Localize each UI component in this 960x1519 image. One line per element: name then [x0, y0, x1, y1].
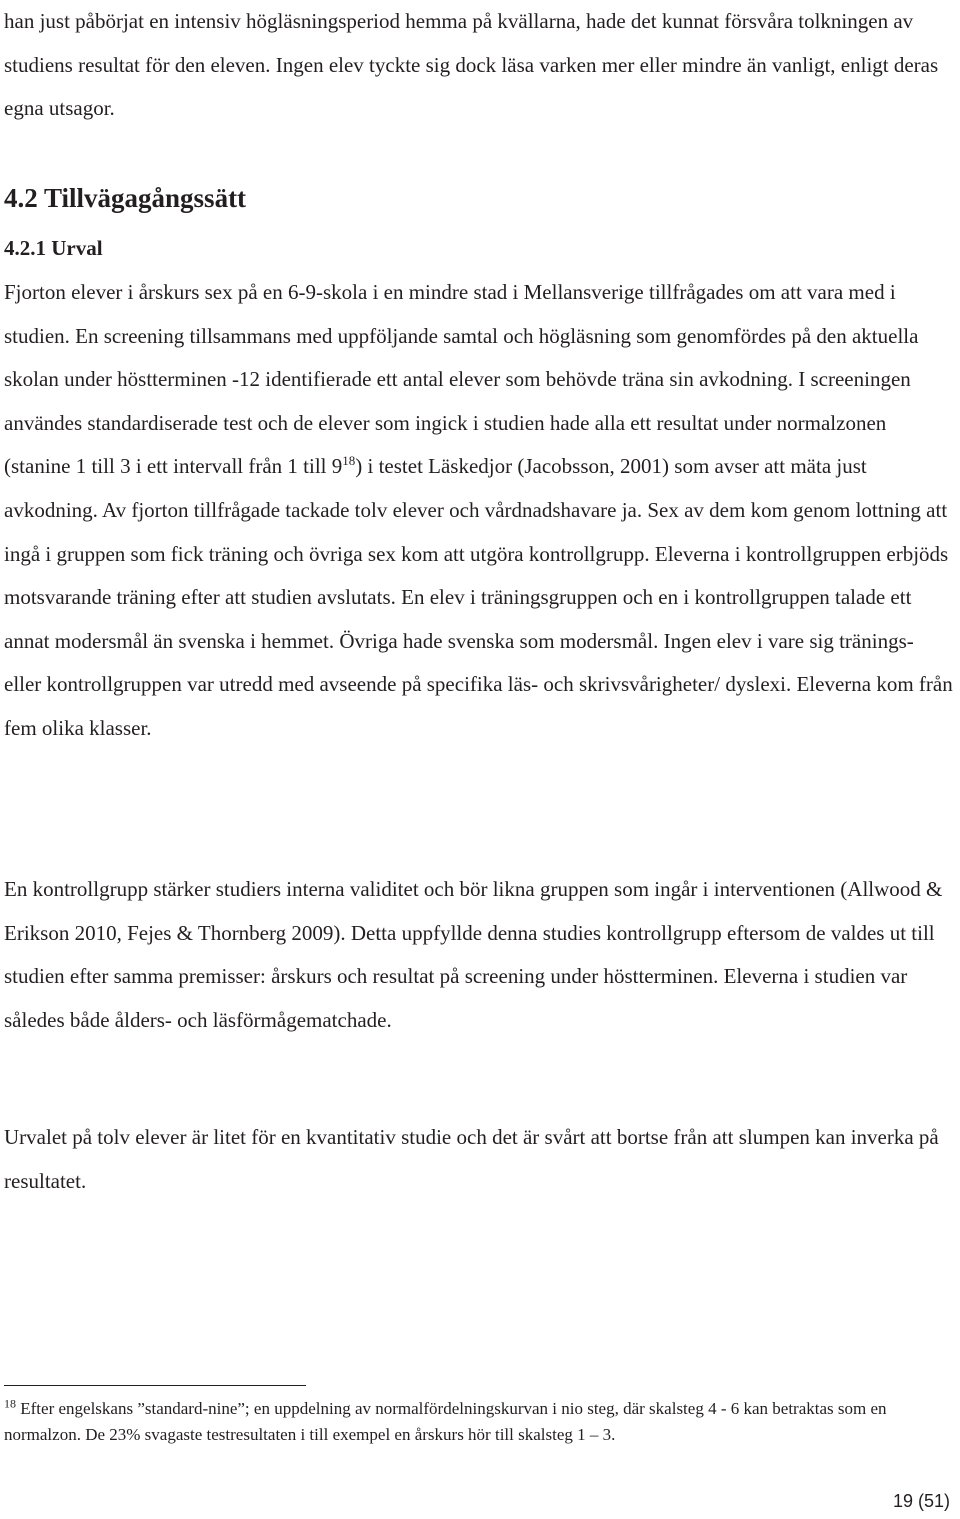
- limitation-paragraph: Urvalet på tolv elever är litet för en kvantitativ studie och det är svårt att bortse från att slumpen kan inverka på resultatet.: [4, 1125, 939, 1193]
- footnote-reference[interactable]: 18: [342, 453, 356, 469]
- footnote-text: Efter engelskans ”standard-nine”; en uppdelning av normalfördelningskurvan i nio steg, där skalsteg 4 - 6 kan betraktas som en normalzon. De 23% svagaste testresultaten i till exempel en årskurs hör till skalsteg 1 – 3.: [4, 1399, 887, 1444]
- urval-paragraph: [4, 271, 956, 751]
- page-number: 19 (51): [892, 1491, 950, 1511]
- urval-text-after-note: ) i testet Läskedjor (Jacobsson, 2001) som avser att mäta just avkodning. Av fjorton tillfrågade tackade tolv elever och vårdnadshavare ja. Sex av dem kom genom lottning att ingå i gruppen som fick träning och övriga sex kom att utgöra kontrollgrupp. Eleverna i kontrollgruppen erbjöds motsvarande träning efter att studien avslutats. En elev i träningsgruppen och en i kontrollgruppen talade ett annat modersmål än svenska i hemmet. Övriga hade svenska som modersmål. Ingen elev i vare sig tränings- eller kontrollgruppen var utredd med avseende på specifika läs- och skrivsvårigheter/ dyslexi. Eleverna kom från fem olika klasser.: [4, 454, 953, 740]
- subsection-heading: 4.2.1 Urval: [4, 236, 103, 260]
- footnote-separator: [4, 1385, 306, 1386]
- section-heading: 4.2 Tillvägagångssätt: [4, 183, 247, 213]
- intro-paragraph: han just påbörjat en intensiv högläsningsperiod hemma på kvällarna, hade det kunnat försvåra tolkningen av studiens resultat för den eleven. Ingen elev tyckte sig dock läsa varken mer eller mindre än vanligt, enligt deras egna utsagor.: [4, 9, 939, 121]
- urval-text-before-note: Fjorton elever i årskurs sex på en 6-9-skola i en mindre stad i Mellansverige tillfrågades om att vara med i studien. En screening tillsammans med uppföljande samtal och högläsning som genomfördes på den aktuella skolan under höstterminen -12 identifierade ett antal elever som behövde träna sin avkodning. I screeningen användes standardiserade test och de elever som ingick i studien hade alla ett resultat under normalzonen (stanine 1 till 3 i ett intervall från 1 till 9: [4, 280, 919, 479]
- footnote: [4, 1396, 956, 1448]
- control-group-paragraph: En kontrollgrupp stärker studiers interna validitet och bör likna gruppen som ingår i interventionen (Allwood & Erikson 2010, Fejes & Thornberg 2009). Detta uppfyllde denna studies kontrollgrupp eftersom de valdes ut till studien efter samma premisser: årskurs och resultat på screening under höstterminen. Eleverna i studien var således både ålders- och läsförmågematchade.: [4, 877, 943, 1032]
- footnote-number: 18: [4, 1396, 16, 1411]
